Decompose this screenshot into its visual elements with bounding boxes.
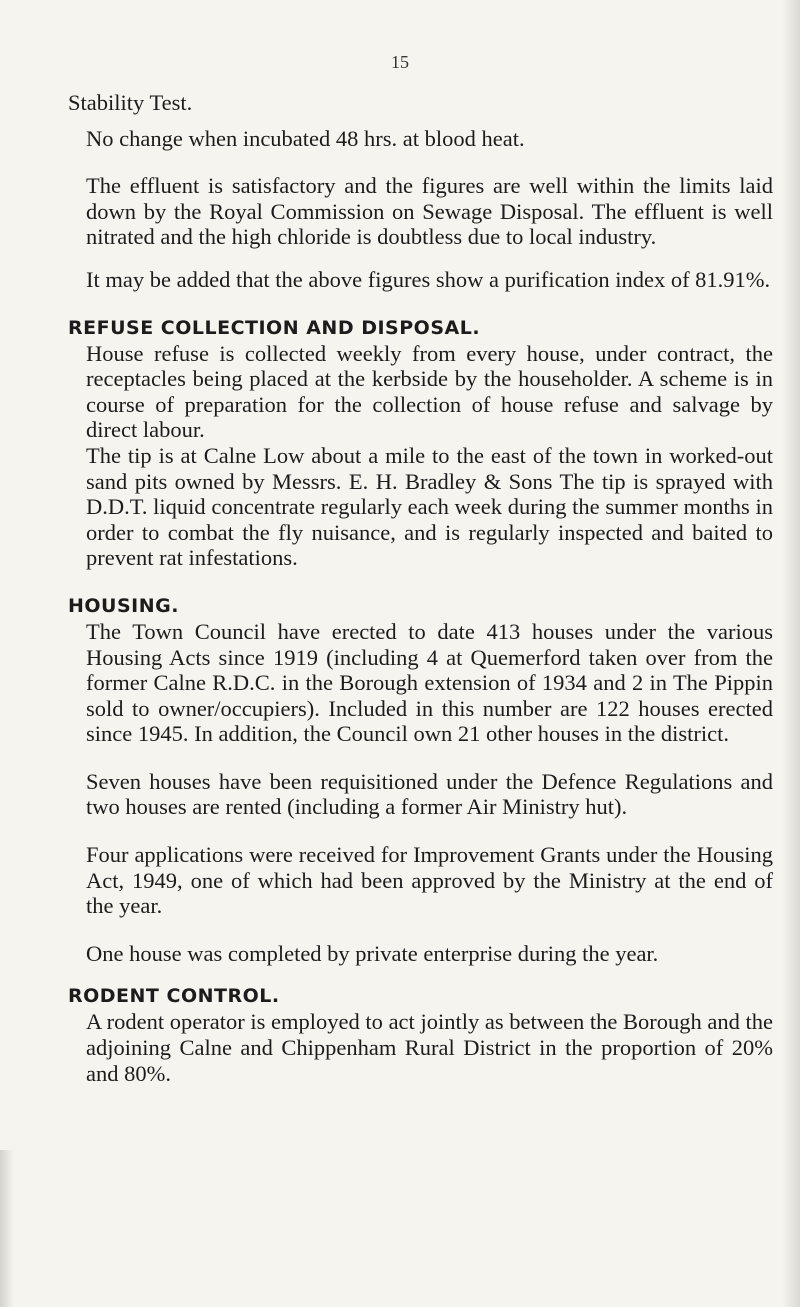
housing-paragraph-requisitioned: Seven houses have been requisitioned under the Defence Regulations and two houses are rented (including a former Air Ministry hut). — [86, 768, 773, 820]
effluent-paragraph: The effluent is satisfactory and the figures are well within the limits laid down by the Royal Commission on Sewage Disposal. The effluent is well nitrated and the high chloride is doubtless due to local industry. — [86, 173, 773, 250]
rodent-heading: RODENT CONTROL. — [68, 985, 280, 1008]
housing-paragraph-private: One house was completed by private enterprise during the year. — [86, 940, 659, 966]
housing-paragraph-grants: Four applications were received for Improvement Grants under the Housing Act, 1949, one of which had been approved by the Ministry at the end of the year. — [86, 842, 773, 919]
housing-paragraph-erected: The Town Council have erected to date 413 houses under the various Housing Acts since 1919 (including 4 at Quemerford taken over from the former Calne R.D.C. in the Borough extension of 1934 and 2 in The Pippin sold to owner/occupiers). Included in this number are 122 houses erected since 1945. In addition, the Council own 21 other houses in the district. — [86, 618, 773, 747]
refuse-paragraph-collection: House refuse is collected weekly from every house, under contract, the receptacles being placed at the kerbside by the householder. A scheme is in course of preparation for the collection of house refuse and salvage by direct labour. — [86, 340, 773, 443]
page-edge-shadow — [782, 0, 800, 1307]
purification-index-paragraph: It may be added that the above figures show a purification index of 81.91%. — [86, 266, 771, 292]
rodent-paragraph: A rodent operator is employed to act jointly as between the Borough and the adjoining Calne and Chippenham Rural District in the proportion of 20% and 80%. — [86, 1009, 773, 1086]
refuse-heading: REFUSE COLLECTION AND DISPOSAL. — [68, 316, 481, 339]
page-corner-shadow — [0, 1150, 14, 1307]
page-number: 15 — [391, 52, 409, 72]
stability-heading: Stability Test. — [68, 90, 193, 115]
refuse-paragraph-tip: The tip is at Calne Low about a mile to the east of the town in worked-out sand pits owned by Messrs. E. H. Bradley & Sons The tip is sprayed with D.D.T. liquid concentrate regularly each week during the summer months in order to combat the fly nuisance, and is regularly inspected and baited to prevent rat infestations. — [86, 442, 773, 571]
stability-result: No change when incubated 48 hrs. at blood heat. — [86, 125, 525, 151]
housing-heading: HOUSING. — [68, 594, 179, 617]
page-content — [68, 90, 773, 1086]
